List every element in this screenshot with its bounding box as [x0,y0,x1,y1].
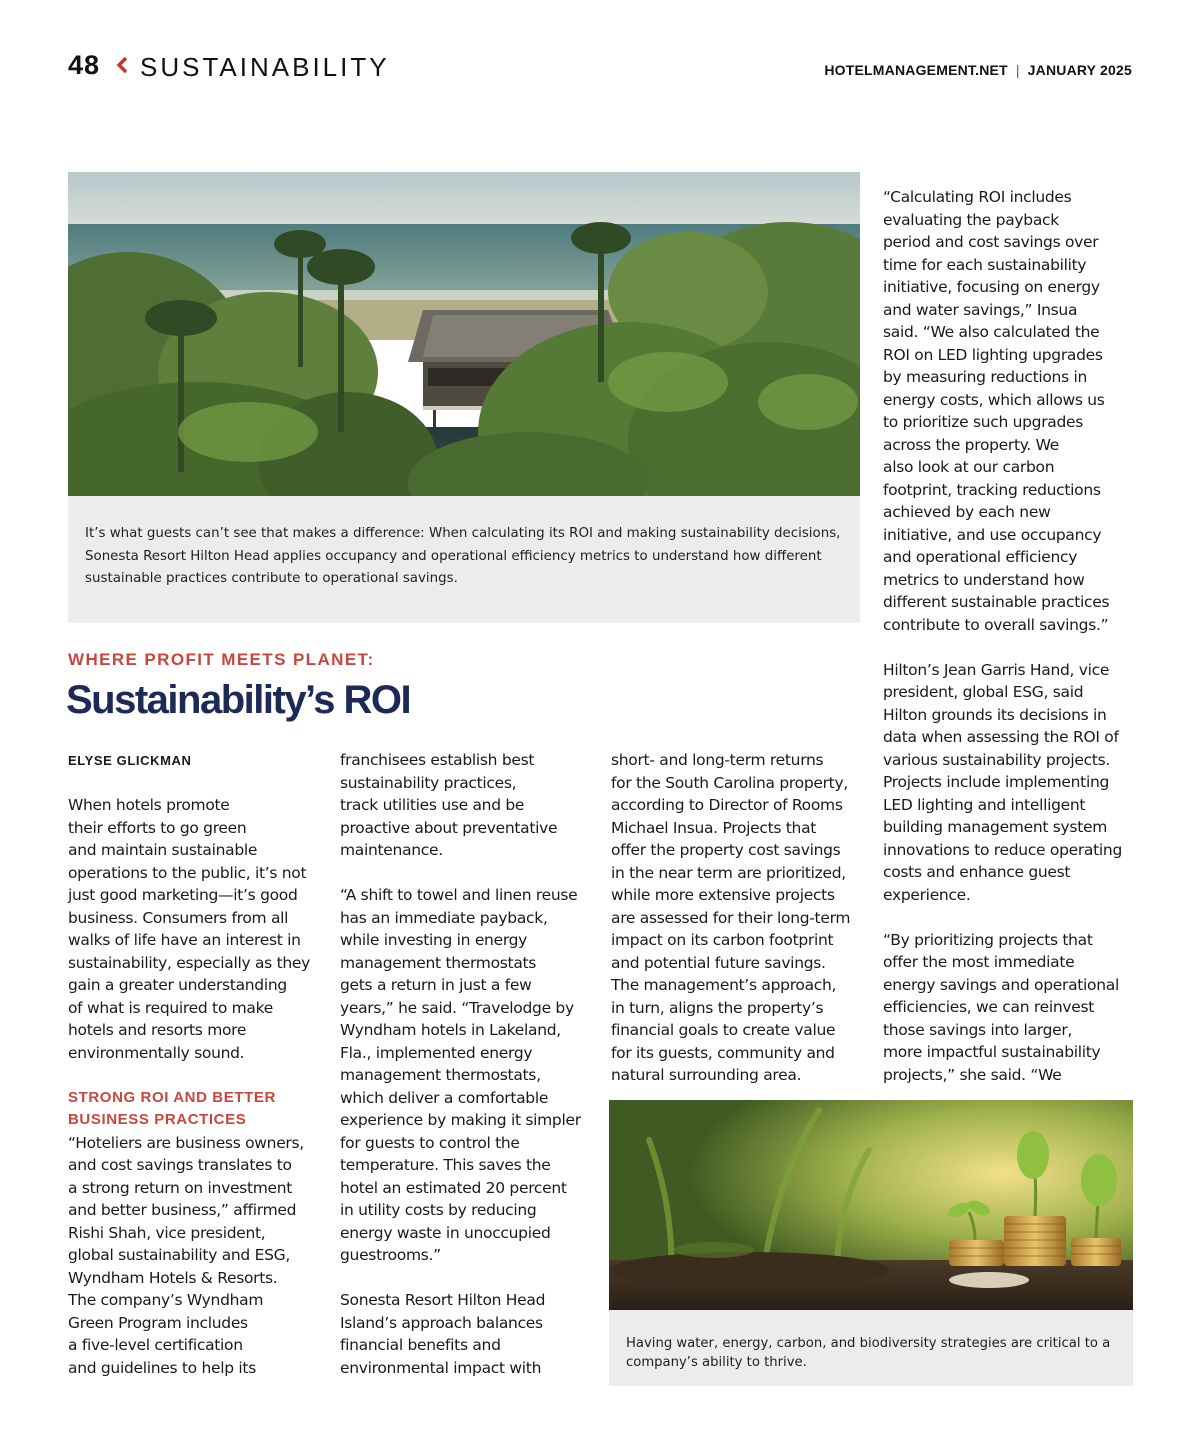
text-line: and cost savings translates to [68,1156,292,1174]
text-line: in turn, aligns the property’s [611,998,824,1017]
text-line: different sustainable practices [883,593,1110,611]
text-line: When hotels promote [68,796,230,814]
caption-line: company’s ability to thrive. [626,1354,807,1370]
text-line: offer the most immediate [883,953,1075,971]
text-line: Projects include implementing [883,773,1110,791]
text-line: track utilities use and be [340,796,525,814]
paragraph [883,186,1143,636]
text-line: ROI on LED lighting upgrades [883,345,1103,364]
text-line: Green Program includes [68,1313,248,1332]
subhead-line: BUSINESS PRACTICES [68,1111,247,1128]
page-number: 48 [68,50,101,80]
paragraph [68,1132,328,1380]
paragraph [340,749,600,862]
text-line: metrics to understand how [883,570,1085,589]
article-column-1 [68,794,328,1379]
text-line: building management system [883,818,1108,836]
text-line: while investing in energy [340,931,528,949]
text-line: initiative, focusing on energy [883,278,1100,296]
article-byline: ELYSE GLICKMAN [68,753,192,768]
text-line: in utility costs by reducing [340,1201,537,1219]
text-line: natural surrounding area. [611,1066,802,1084]
caption-line: sustainable practices contribute to operational savings. [85,571,458,586]
text-line: data when assessing the ROI of [883,728,1119,746]
text-line: gets a return in just a few [340,976,532,994]
text-line: Wyndham hotels in Lakeland, [340,1021,561,1039]
text-line: financial goals to create value [611,1021,836,1039]
text-line: period and cost savings over [883,233,1099,251]
paragraph [340,884,600,1267]
article-subhead [68,1087,328,1132]
text-line: are assessed for their long-term [611,908,851,927]
masthead-separator: | [1015,62,1020,78]
text-line: “A shift to towel and linen reuse [340,886,578,904]
text-line: evaluating the payback [883,210,1059,229]
text-line: global sustainability and ESG, [68,1246,290,1264]
text-line: offer the property cost savings [611,841,841,859]
text-line: said. “We also calculated the [883,323,1100,341]
text-line: proactive about preventative [340,818,558,837]
text-line: maintenance. [340,841,443,859]
text-line: operations to the public, it’s not [68,863,307,882]
text-line: experience. [883,885,971,904]
text-line: for guests to control the [340,1133,520,1152]
text-line: Island’s approach balances [340,1313,543,1332]
text-line: footprint, tracking reductions [883,480,1101,499]
text-line: Wyndham Hotels & Resorts. [68,1268,278,1287]
paragraph [883,929,1143,1087]
text-line: Hilton grounds its decisions in [883,705,1107,724]
paragraph [611,749,871,1087]
text-line: and water savings,” Insua [883,300,1078,319]
text-line: “Calculating ROI includes [883,188,1072,206]
text-line: just good marketing—it’s good [68,886,298,904]
text-line: of what is required to make [68,998,273,1017]
text-line: has an immediate payback, [340,908,548,927]
seedlings-coins-photo [609,1100,1133,1310]
text-line: Fla., implemented energy [340,1043,533,1062]
text-line: also look at our carbon [883,458,1055,476]
text-line: LED lighting and intelligent [883,795,1086,814]
text-line: Hilton’s Jean Garris Hand, vice [883,660,1110,679]
text-line: financial benefits and [340,1336,501,1354]
text-line: Michael Insua. Projects that [611,818,817,837]
text-line: those savings into larger, [883,1020,1073,1039]
text-line: efficiencies, we can reinvest [883,998,1095,1016]
text-line: sustainability practices, [340,773,517,792]
text-line: short- and long-term returns [611,751,824,769]
text-line: a strong return on investment [68,1178,293,1197]
text-line: for the South Carolina property, [611,773,848,792]
text-line: franchisees establish best [340,751,535,769]
text-line: Sonesta Resort Hilton Head [340,1291,546,1309]
text-line: sustainability, especially as they [68,953,310,972]
paragraph [340,1289,600,1379]
caption-line: Having water, energy, carbon, and biodiversity strategies are critical to a [626,1336,1111,1351]
text-line: their efforts to go green [68,818,247,837]
text-line: projects,” she said. “We [883,1065,1062,1084]
resort-photo [68,172,860,496]
text-line: and maintain sustainable [68,841,258,859]
text-line: management thermostats [340,953,537,972]
chevron-left-icon [116,56,128,74]
article-headline: Sustainability’s ROI [66,678,411,722]
text-line: “By prioritizing projects that [883,930,1093,949]
text-line: guestrooms.” [340,1246,441,1264]
text-line: according to Director of Rooms [611,796,843,814]
issue-date: JANUARY 2025 [1027,62,1132,78]
text-line: environmental impact with [340,1358,542,1377]
text-line: which deliver a comfortable [340,1088,549,1107]
text-line: gain a greater understanding [68,976,287,994]
text-line: years,” he said. “Travelodge by [340,998,574,1017]
text-line: various sustainability projects. [883,750,1110,769]
site-name[interactable]: HOTELMANAGEMENT.NET [824,62,1008,78]
article-kicker: WHERE PROFIT MEETS PLANET: [68,650,375,669]
text-line: across the property. We [883,435,1060,454]
text-line: impact on its carbon footprint [611,931,834,949]
text-line: management thermostats, [340,1066,541,1084]
section-label: SUSTAINABILITY [140,52,390,82]
text-line: a five-level certification [68,1336,243,1354]
text-line: innovations to reduce operating [883,840,1122,859]
text-line: temperature. This saves the [340,1156,551,1174]
subhead-line: STRONG ROI AND BETTER [68,1088,276,1106]
text-line: and better business,” affirmed [68,1201,297,1219]
text-line: achieved by each new [883,503,1051,521]
text-line: environmentally sound. [68,1043,245,1062]
text-line: energy savings and operational [883,975,1119,994]
masthead [824,62,1132,78]
text-line: by measuring reductions in [883,368,1088,386]
paragraph [883,659,1143,907]
text-line: experience by making it simpler [340,1111,581,1129]
text-line: and potential future savings. [611,953,826,972]
caption-line: Sonesta Resort Hilton Head applies occupancy and operational efficiency metrics to understand how different [85,548,822,564]
top-photo-caption [68,496,860,623]
text-line: and operational efficiency [883,548,1078,566]
text-line: time for each sustainability [883,255,1087,274]
text-line: hotel an estimated 20 percent [340,1178,567,1197]
text-line: energy costs, which allows us [883,390,1105,409]
text-line: business. Consumers from all [68,908,289,927]
text-line: hotels and resorts more [68,1021,247,1039]
text-line: for its guests, community and [611,1043,835,1062]
text-line: costs and enhance guest [883,863,1071,881]
text-line: while more extensive projects [611,886,835,904]
bottom-photo-caption [609,1310,1133,1386]
text-line: more impactful sustainability [883,1043,1101,1061]
text-line: contribute to overall savings.” [883,615,1109,634]
text-line: The management’s approach, [611,976,837,994]
text-line: to prioritize such upgrades [883,413,1084,431]
text-line: in the near term are prioritized, [611,863,846,882]
paragraph [68,794,328,1064]
text-line: president, global ESG, said [883,683,1084,701]
article-column-2 [340,749,600,1379]
text-line: Rishi Shah, vice president, [68,1223,266,1242]
article-column-4 [883,186,1143,1086]
caption-line: It’s what guests can’t see that makes a difference: When calculating its ROI and making sustainability decisions, [85,526,841,541]
text-line: walks of life have an interest in [68,931,301,949]
article-column-3 [611,749,871,1087]
text-line: The company’s Wyndham [68,1291,264,1309]
text-line: initiative, and use occupancy [883,525,1102,544]
text-line: “Hoteliers are business owners, [68,1133,304,1152]
text-line: energy waste in unoccupied [340,1223,551,1242]
text-line: and guidelines to help its [68,1358,256,1377]
